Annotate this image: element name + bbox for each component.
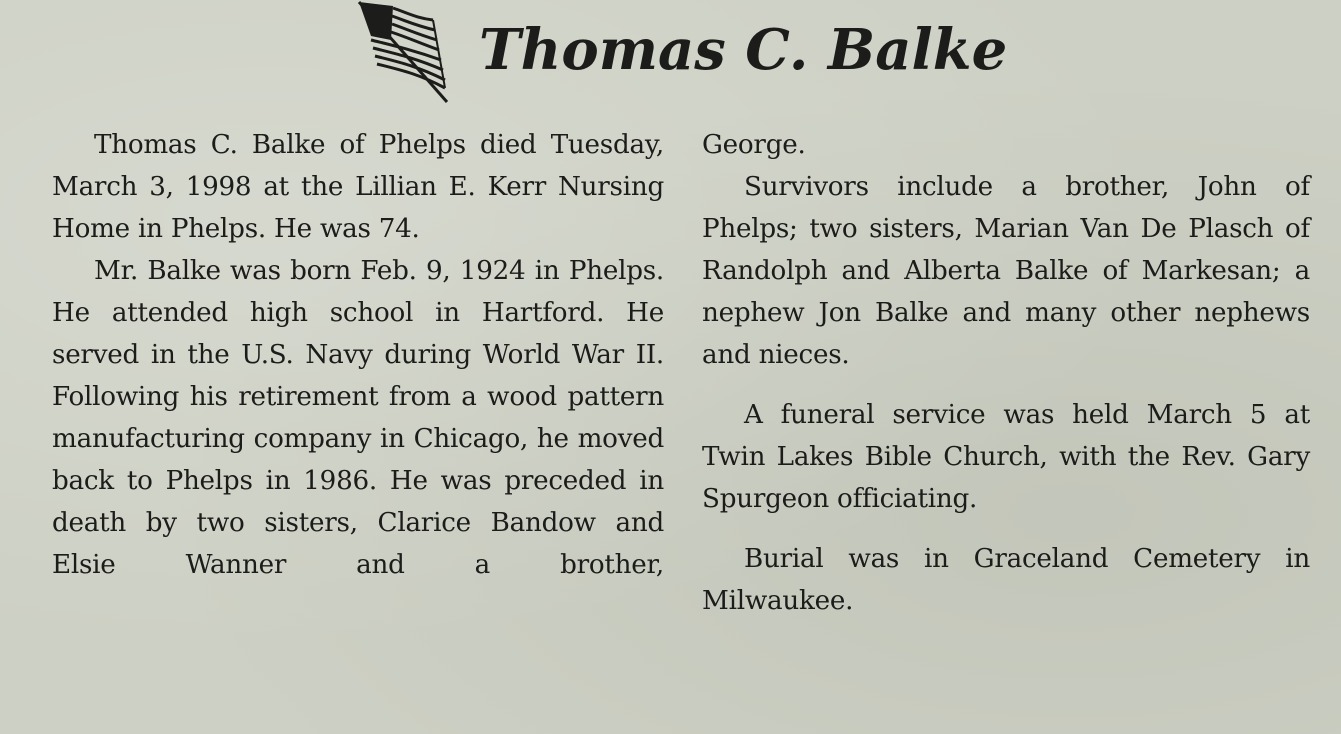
american-flag-icon (355, 0, 455, 104)
obituary-title: Thomas C. Balke (479, 17, 1008, 83)
right-column (702, 124, 1310, 622)
paragraph-burial: Burial was in Graceland Cemetery in Milwaukee. (702, 544, 1310, 616)
obituary-header (355, 0, 1055, 108)
left-column (52, 124, 664, 586)
paragraph-death-notice: Thomas C. Balke of Phelps died Tuesday, March 3, 1998 at the Lillian E. Kerr Nursing Home in Phelps. He was 74. (52, 130, 664, 244)
paragraph-survivors: Survivors include a brother, John of Phelps; two sisters, Marian Van De Plasch of Randolph and Alberta Balke of Markesan; a nephew Jon Balke and many other nephews and nieces. (702, 172, 1310, 370)
paragraph-continuation: George. (702, 130, 806, 160)
paragraph-biography: Mr. Balke was born Feb. 9, 1924 in Phelps. He attended high school in Hartford. He served in the U.S. Navy during World War II. Following his retirement from a wood pattern manufacturing company in Chicago, he moved back to Phelps in 1986. He was preceded in death by two sisters, Clarice Bandow and Elsie Wanner and a brother, (52, 256, 664, 580)
paragraph-funeral: A funeral service was held March 5 at Twin Lakes Bible Church, with the Rev. Gary Spurgeon officiating. (702, 400, 1310, 514)
